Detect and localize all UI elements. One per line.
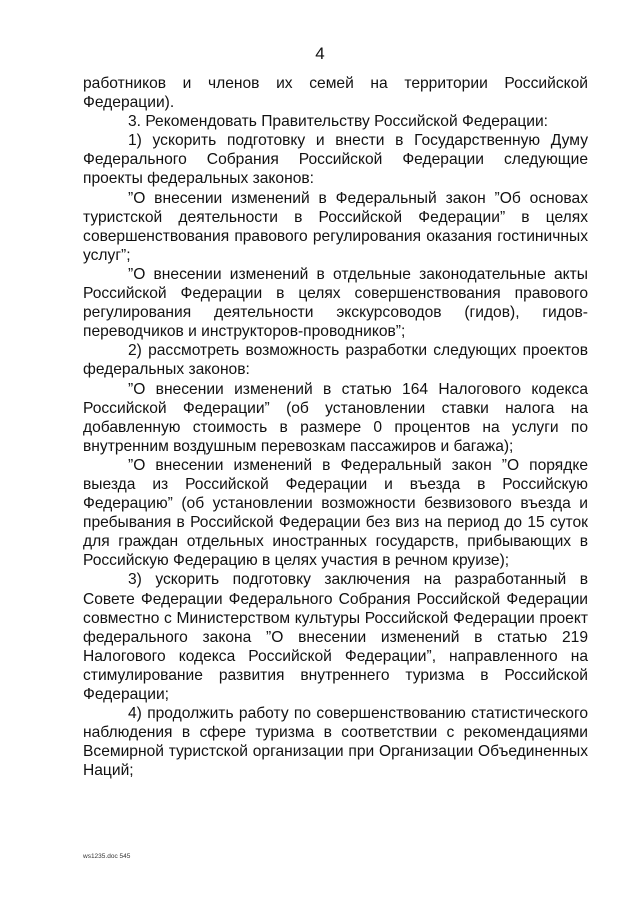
paragraph-item-2: 2) рассмотреть возможность разработки следующих проектов федеральных законов:: [83, 342, 588, 379]
page-number: 4: [315, 44, 325, 63]
paragraph-bill-hotel-services: ”О внесении изменений в Федеральный закон ”Об основах туристской деятельности в Российской Федерации” в целях совершенствования правового регулирования оказания гостиничных услуг”;: [83, 189, 588, 264]
paragraph-bill-guides: ”О внесении изменений в отдельные законодательные акты Российской Федерации в целях совершенствования правового регулирования деятельности экскурсоводов (гидов), гидов-переводчиков и инструкторов-проводников”;: [83, 265, 588, 341]
footer-file-code: ws1235.doc 545: [83, 853, 131, 860]
paragraph-item-4: 4) продолжить работу по совершенствованию статистического наблюдения в сфере туризма в соответствии с рекомендациями Всемирной туристской организации при Организации Объединенных Наций;: [83, 705, 588, 780]
paragraph-bill-tax-article-164: ”О внесении изменений в статью 164 Налогового кодекса Российской Федерации” (об установлении ставки налога на добавленную стоимость в размере 0 процентов на услуги по внутренним воздушным перевозкам пассажиров и багажа);: [83, 380, 588, 455]
paragraph-item-1: 1) ускорить подготовку и внести в Государственную Думу Федерального Собрания Российской Федерации следующие проекты федеральных законов:: [83, 132, 588, 188]
paragraph-recommendation-3: 3. Рекомендовать Правительству Российской Федерации:: [128, 113, 549, 131]
document-body: [83, 74, 588, 780]
paragraph-continuation: работников и членов их семей на территории Российской Федерации).: [83, 75, 588, 112]
paragraph-bill-visa-free-cruise: ”О внесении изменений в Федеральный закон ”О порядке выезда из Российской Федерации и въезда в Российскую Федерацию” (об установлении возможности безвизового въезда и пребывания в Российской Федерации без виз на период до 15 суток для граждан отдельных иностранных государств, прибывающих в Российскую Федерацию в целях участия в речном круизе);: [83, 456, 588, 570]
paragraph-item-3: 3) ускорить подготовку заключения на разработанный в Совете Федерации Федерального Собрания Российской Федерации совместно с Министерством культуры Российской Федерации проект федерального закона ”О внесении изменений в статью 219 Налогового кодекса Российской Федерации”, направленного на стимулирование развития внутреннего туризма в Российской Федерации;: [83, 571, 588, 703]
